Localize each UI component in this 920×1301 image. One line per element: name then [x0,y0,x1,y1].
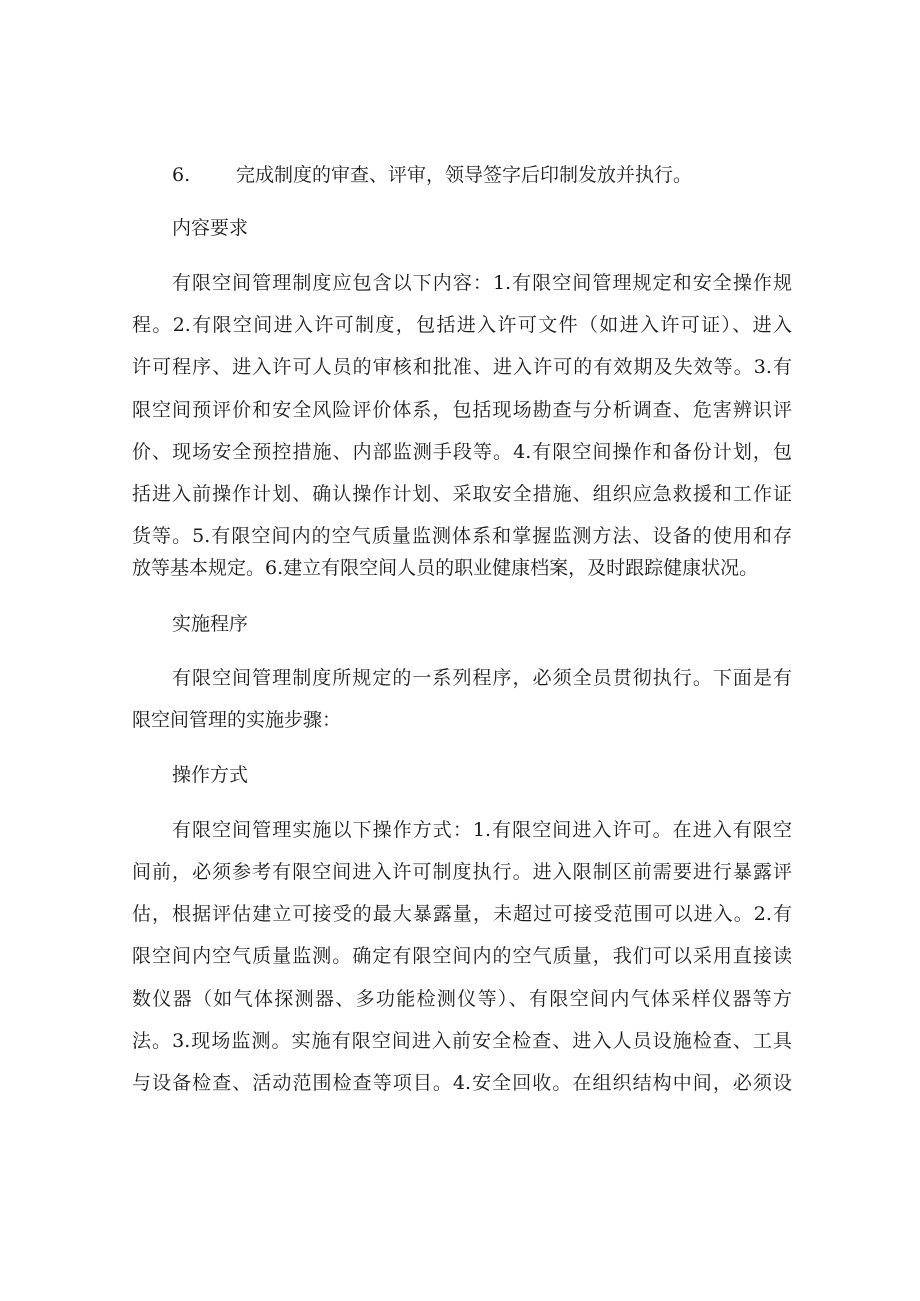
paragraph-line: 价、现场安全预控措施、内部监测手段等。4.有限空间操作和备份计划，包 [132,441,792,463]
paragraph-line: 许可程序、进入许可人员的审核和批准、进入许可的有效期及失效等。3.有 [132,356,792,378]
paragraph-line: 间前，必须参考有限空间进入许可制度执行。进入限制区前需要进行暴露评 [132,861,792,883]
section-heading-procedure: 实施程序 [172,613,249,635]
section-heading-operation: 操作方式 [172,764,249,786]
section-heading-content: 内容要求 [172,217,249,239]
paragraph-line: 货等。5.有限空间内的空气质量监测体系和掌握监测方法、设备的使用和存 [132,525,792,547]
paragraph-line: 有限空间管理实施以下操作方式：1.有限空间进入许可。在进入有限空 [172,819,792,841]
paragraph-line: 限空间管理的实施步骤： [132,709,342,731]
paragraph-line: 有限空间管理制度所规定的一系列程序，必须全员贯彻执行。下面是有 [172,667,792,689]
list-item-number: 6. [172,164,191,186]
paragraph-line: 估，根据评估建立可接受的最大暴露量，未超过可接受范围可以进入。2.有 [132,903,792,925]
paragraph-line: 括进入前操作计划、确认操作计划、采取安全措施、组织应急救援和工作证 [132,483,792,505]
paragraph-line: 限空间预评价和安全风险评价体系，包括现场勘查与分析调查、危害辨识评 [132,399,792,421]
paragraph-line: 程。2.有限空间进入许可制度，包括进入许可文件（如进入许可证）、进入 [132,314,792,336]
list-item-text: 完成制度的审查、评审，领导签字后印制发放并执行。 [236,164,693,186]
paragraph-line: 法。3.现场监测。实施有限空间进入前安全检查、进入人员设施检查、工具 [132,1030,792,1052]
paragraph-line: 限空间内空气质量监测。确定有限空间内的空气质量，我们可以采用直接读 [132,945,792,967]
paragraph-line: 数仪器（如气体探测器、多功能检测仪等）、有限空间内气体采样仪器等方 [132,988,792,1010]
paragraph-line: 有限空间管理制度应包含以下内容：1.有限空间管理规定和安全操作规 [172,272,792,294]
paragraph-line: 与设备检查、活动范围检查等项目。4.安全回收。在组织结构中间，必须设 [132,1072,792,1094]
paragraph-line: 放等基本规定。6.建立有限空间人员的职业健康档案，及时跟踪健康状况。 [132,557,759,579]
